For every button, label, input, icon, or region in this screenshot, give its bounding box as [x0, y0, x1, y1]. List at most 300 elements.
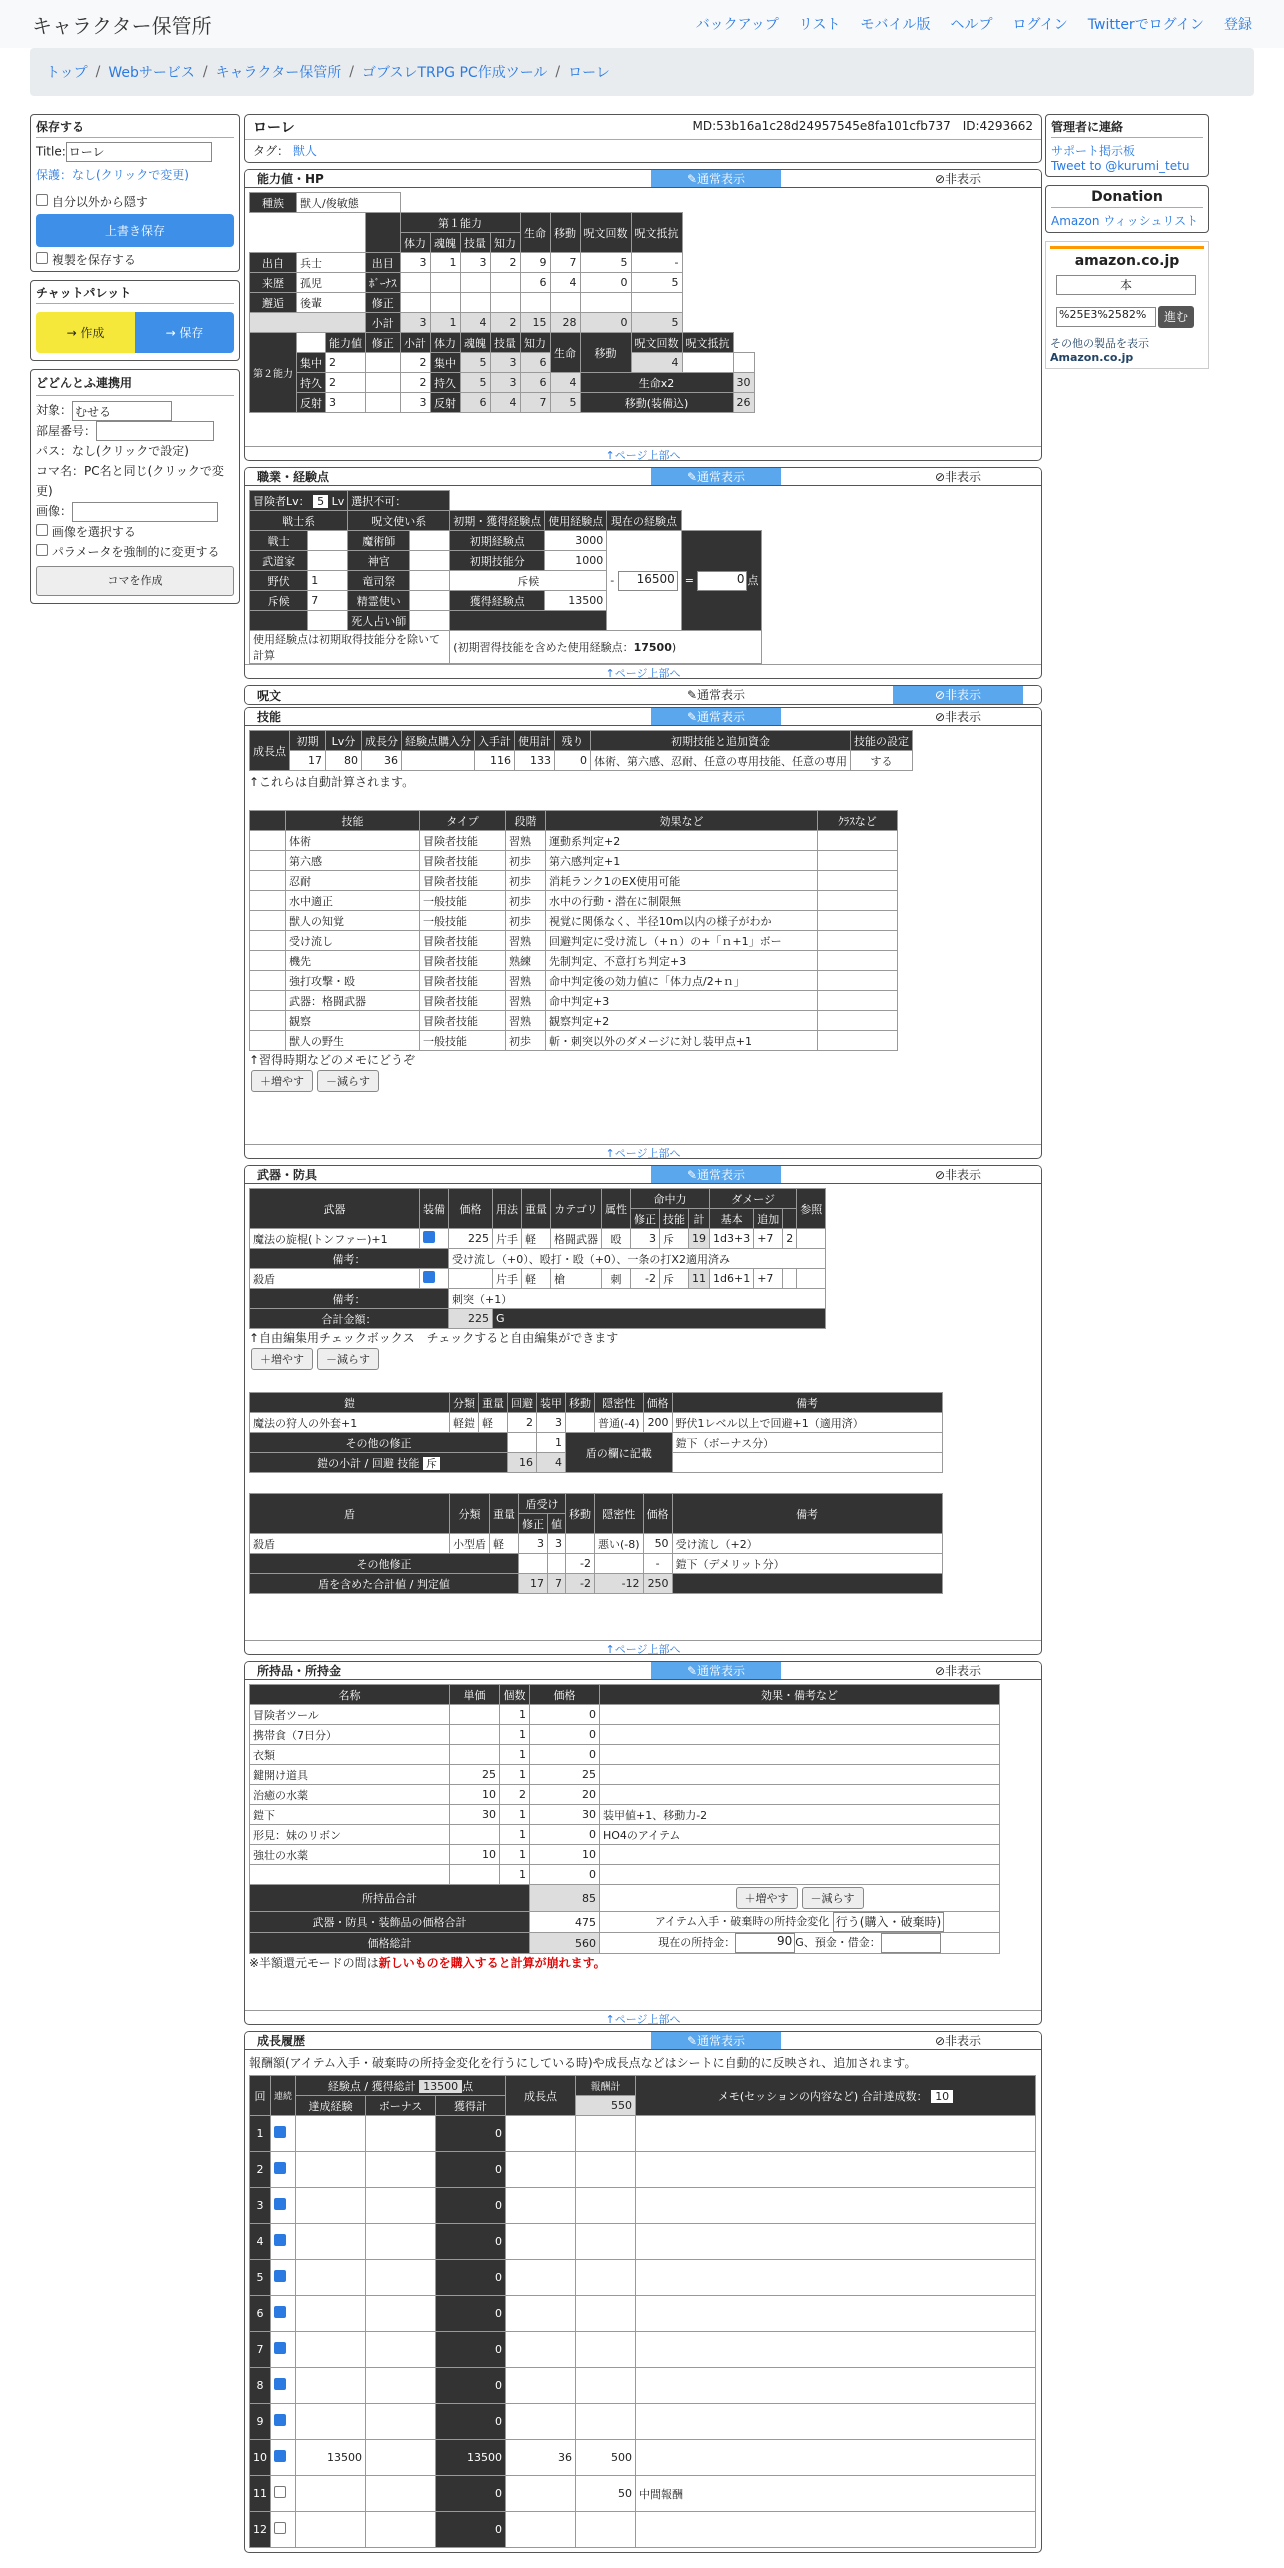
skill-name[interactable]: 機先 [286, 951, 420, 971]
equip-checkbox[interactable] [423, 1271, 435, 1283]
race-select[interactable]: 獣人/俊敏態 [297, 193, 401, 213]
stat-value[interactable]: 3 [460, 253, 490, 273]
weapon-price[interactable] [449, 1269, 493, 1289]
skill-class[interactable] [818, 891, 898, 911]
stat-value[interactable] [430, 293, 460, 313]
skill-effect[interactable]: 消耗ランク1のEX使用可能 [546, 871, 818, 891]
items-remove-button[interactable]: －減らす [802, 1887, 864, 1909]
item-name[interactable]: 治癒の水薬 [250, 1785, 450, 1805]
skill-rank[interactable]: 習熟 [506, 831, 546, 851]
shield-name[interactable]: 殺盾 [250, 1534, 450, 1554]
weapon-category[interactable]: 格闘武器 [551, 1229, 602, 1249]
skill-add-button[interactable]: ＋増やす [251, 1070, 313, 1092]
skill-type[interactable]: 冒険者技能 [420, 931, 506, 951]
origin-select[interactable]: 兵士 [297, 253, 366, 273]
nav-link[interactable]: Twitterでログイン [1087, 17, 1204, 33]
armor-weight[interactable]: 軽 [479, 1413, 508, 1433]
bonus-xp[interactable] [366, 2260, 436, 2296]
reward[interactable]: 50 [576, 2476, 636, 2512]
achieve-xp[interactable] [296, 2512, 366, 2548]
stat-value[interactable] [520, 293, 550, 313]
achieve-xp[interactable] [296, 2404, 366, 2440]
amazon-search-input[interactable]: %25E3%2582% [1056, 307, 1156, 327]
skill-effect[interactable]: 斬・刺突以外のダメージに対し装甲点+1 [546, 1031, 818, 1051]
stat-value[interactable]: 2 [490, 253, 520, 273]
skill-name[interactable]: 観察 [286, 1011, 420, 1031]
stat-value[interactable] [400, 293, 430, 313]
growth-hide-toggle[interactable]: ⊘非表示 [934, 2034, 982, 2048]
image-input[interactable] [72, 502, 218, 522]
pass-link[interactable]: パス：なし(クリックで設定) [36, 444, 189, 458]
skill-name[interactable]: 獣人の野生 [286, 1031, 420, 1051]
session-memo[interactable] [636, 2152, 1036, 2188]
stat-value[interactable]: 1 [430, 253, 460, 273]
item-count[interactable]: 1 [500, 1765, 530, 1785]
item-note[interactable] [600, 1725, 1000, 1745]
armor-note-under[interactable]: 鎧下（ボーナス分） [672, 1433, 942, 1453]
skill-name[interactable]: 水中適正 [286, 891, 420, 911]
item-count[interactable]: 1 [500, 1845, 530, 1865]
item-unit-price[interactable]: 25 [450, 1765, 500, 1785]
caster-level[interactable] [410, 591, 450, 611]
weapon-damage-add[interactable]: 2 [783, 1229, 797, 1249]
item-unit-price[interactable] [450, 1825, 500, 1845]
skill-name[interactable]: 獣人の知覚 [286, 911, 420, 931]
skill-hide-toggle[interactable]: ⊘非表示 [934, 710, 982, 724]
item-name[interactable]: 強壮の水薬 [250, 1845, 450, 1865]
warrior-level[interactable] [308, 611, 348, 631]
support-board-link[interactable]: サポート掲示板 [1051, 144, 1136, 158]
item-count[interactable]: 1 [500, 1705, 530, 1725]
growth-points[interactable] [506, 2152, 576, 2188]
items-hide-toggle[interactable]: ⊘非表示 [934, 1664, 982, 1678]
item-name[interactable]: 冒険者ツール [250, 1705, 450, 1725]
sub-ability-select[interactable]: 3 [326, 393, 366, 413]
session-memo[interactable] [636, 2368, 1036, 2404]
skill-class[interactable] [818, 871, 898, 891]
reward[interactable] [576, 2332, 636, 2368]
shield-other-move[interactable]: -2 [566, 1554, 595, 1574]
skill-effect[interactable]: 水中の行動・潜在に制限無 [546, 891, 818, 911]
achieve-xp[interactable] [296, 2368, 366, 2404]
stat-value[interactable]: 9 [520, 253, 550, 273]
continuous-checkbox[interactable] [274, 2378, 286, 2390]
skill-effect[interactable]: 視覚に関係なく、半径10m以内の様子がわか [546, 911, 818, 931]
ability-pagetop-link[interactable]: ↑ページ上部へ [245, 446, 1041, 460]
nav-link[interactable]: ログイン [1012, 17, 1068, 33]
stat-value[interactable] [490, 273, 520, 293]
bonus-xp[interactable] [366, 2188, 436, 2224]
item-note[interactable]: HO4のアイテム [600, 1825, 1000, 1845]
armor-armor[interactable]: 3 [537, 1413, 566, 1433]
spell-hide-toggle[interactable]: ⊘非表示 [893, 686, 1023, 704]
continuous-checkbox[interactable] [274, 2198, 286, 2210]
skill-rank[interactable]: 初歩 [506, 911, 546, 931]
bonus-xp[interactable] [366, 2404, 436, 2440]
session-memo[interactable] [636, 2512, 1036, 2548]
target-select[interactable]: むせる [72, 401, 172, 421]
skill-class[interactable] [818, 1031, 898, 1051]
session-memo[interactable] [636, 2404, 1036, 2440]
skill-class[interactable] [818, 951, 898, 971]
continuous-checkbox[interactable] [274, 2486, 286, 2498]
bonus-xp[interactable] [366, 2116, 436, 2152]
skill-name[interactable]: 忍耐 [286, 871, 420, 891]
reward[interactable] [576, 2260, 636, 2296]
skill-type[interactable]: 冒険者技能 [420, 831, 506, 851]
item-unit-price[interactable]: 30 [450, 1805, 500, 1825]
skill-class[interactable] [818, 911, 898, 931]
skill-name[interactable]: 強打攻撃・殴 [286, 971, 420, 991]
skill-type[interactable]: 冒険者技能 [420, 851, 506, 871]
skill-effect[interactable]: 先制判定、不意打ち判定+3 [546, 951, 818, 971]
skill-name[interactable]: 受け流し [286, 931, 420, 951]
skill-pagetop-link[interactable]: ↑ページ上部へ [245, 1144, 1041, 1158]
bonus-xp[interactable] [366, 2296, 436, 2332]
shield-other-note[interactable]: 鎧下（デメリット分） [672, 1554, 942, 1574]
stat-value[interactable] [631, 293, 682, 313]
tag-link[interactable]: 獣人 [292, 144, 317, 158]
session-memo[interactable] [636, 2296, 1036, 2332]
stat-value[interactable] [460, 293, 490, 313]
caster-level[interactable] [410, 531, 450, 551]
weapon-damage-add[interactable] [783, 1269, 797, 1289]
continuous-checkbox[interactable] [274, 2342, 286, 2354]
amazon-site-link[interactable]: Amazon.co.jp [1050, 351, 1134, 364]
reward[interactable] [576, 2188, 636, 2224]
bonus-xp[interactable] [366, 2476, 436, 2512]
skill-class[interactable] [818, 851, 898, 871]
weapon-name[interactable]: 魔法の旋棍(トンファー)+1 [250, 1229, 420, 1249]
growth-normal-toggle[interactable]: ✎通常表示 [651, 2032, 781, 2049]
growth-points[interactable] [506, 2512, 576, 2548]
shield-mod[interactable]: 3 [519, 1534, 548, 1554]
reward[interactable] [576, 2152, 636, 2188]
achieve-xp[interactable]: 13500 [296, 2440, 366, 2476]
stat-value[interactable]: 0 [580, 273, 631, 293]
growth-points[interactable] [506, 2476, 576, 2512]
job-hide-toggle[interactable]: ⊘非表示 [934, 470, 982, 484]
breadcrumb-item[interactable]: Webサービス [108, 65, 195, 81]
growth-points[interactable] [506, 2260, 576, 2296]
skill-type[interactable]: 一般技能 [420, 891, 506, 911]
xp-value[interactable]: 1000 [545, 551, 607, 571]
armor-note[interactable]: 野伏1レベル以上で回避+1（適用済） [672, 1413, 942, 1433]
tweet-link[interactable]: Tweet to @kurumi_tetu [1051, 159, 1190, 173]
skill-effect[interactable]: 運動系判定+2 [546, 831, 818, 851]
stat-value[interactable] [550, 293, 580, 313]
breadcrumb-item[interactable]: キャラクター保管所 [215, 65, 342, 81]
achieve-xp[interactable] [296, 2152, 366, 2188]
weapon-remove-button[interactable]: －減らす [317, 1348, 379, 1370]
growth-points[interactable] [506, 2368, 576, 2404]
chat-create-button[interactable]: → 作成 [36, 312, 135, 353]
armor-price[interactable]: 200 [643, 1413, 672, 1433]
continuous-checkbox[interactable] [274, 2270, 286, 2282]
stat-value[interactable]: 4 [550, 273, 580, 293]
growth-points[interactable]: 36 [506, 2440, 576, 2476]
reward[interactable]: 500 [576, 2440, 636, 2476]
skill-type[interactable]: 冒険者技能 [420, 951, 506, 971]
warrior-level[interactable] [308, 551, 348, 571]
shield-type[interactable]: 小型盾 [450, 1534, 490, 1554]
caster-level[interactable] [410, 571, 450, 591]
nav-link[interactable]: ヘルプ [950, 17, 993, 33]
weapon-note[interactable]: 刺突（+1） [449, 1289, 826, 1309]
weapon-hit-skill[interactable]: 斥 [660, 1229, 689, 1249]
bonus-xp[interactable] [366, 2152, 436, 2188]
hide-checkbox[interactable] [36, 194, 48, 206]
weapon-normal-toggle[interactable]: ✎通常表示 [651, 1166, 781, 1183]
sub-ability-mod[interactable] [366, 393, 401, 413]
items-add-button[interactable]: ＋増やす [736, 1887, 798, 1909]
item-note[interactable] [600, 1865, 1000, 1885]
stat-value[interactable] [460, 273, 490, 293]
caster-level[interactable] [410, 611, 450, 631]
item-count[interactable]: 1 [500, 1865, 530, 1885]
sub-ability-select[interactable]: 2 [326, 373, 366, 393]
armor-evasion[interactable]: 2 [508, 1413, 537, 1433]
equip-checkbox[interactable] [423, 1231, 435, 1243]
continuous-checkbox[interactable] [274, 2162, 286, 2174]
shield-stealth[interactable]: 悪い(-8) [595, 1534, 644, 1554]
skill-effect[interactable]: 第六感判定+1 [546, 851, 818, 871]
shield-weight[interactable]: 軽 [490, 1534, 519, 1554]
origin-select[interactable]: 後輩 [297, 293, 366, 313]
stat-value[interactable]: 5 [580, 253, 631, 273]
warrior-level[interactable] [308, 531, 348, 551]
armor-name[interactable]: 魔法の狩人の外套+1 [250, 1413, 450, 1433]
item-unit-price[interactable]: 10 [450, 1845, 500, 1865]
nav-link[interactable]: 登録 [1224, 17, 1252, 33]
stat-value[interactable] [490, 293, 520, 313]
reward[interactable] [576, 2116, 636, 2152]
skill-rank[interactable]: 習熟 [506, 1011, 546, 1031]
warrior-level[interactable]: 1 [308, 571, 348, 591]
continuous-checkbox[interactable] [274, 2126, 286, 2138]
item-note[interactable] [600, 1745, 1000, 1765]
achieve-xp[interactable] [296, 2188, 366, 2224]
weapon-hide-toggle[interactable]: ⊘非表示 [934, 1168, 982, 1182]
item-unit-price[interactable] [450, 1725, 500, 1745]
achieve-xp[interactable] [296, 2332, 366, 2368]
items-normal-toggle[interactable]: ✎通常表示 [651, 1662, 781, 1679]
item-count[interactable]: 2 [500, 1785, 530, 1805]
continuous-checkbox[interactable] [274, 2414, 286, 2426]
skill-class[interactable] [818, 831, 898, 851]
nav-link[interactable]: リスト [798, 17, 841, 33]
reward[interactable] [576, 2404, 636, 2440]
deposit-input[interactable] [881, 1933, 941, 1953]
xp-value[interactable]: 13500 [545, 591, 607, 611]
skill-class[interactable] [818, 991, 898, 1011]
stat-value[interactable]: 7 [550, 253, 580, 273]
session-memo[interactable] [636, 2440, 1036, 2476]
achieve-xp[interactable] [296, 2476, 366, 2512]
item-note[interactable] [600, 1705, 1000, 1725]
item-name[interactable]: 衣類 [250, 1745, 450, 1765]
adventurer-level-value[interactable]: 5 [313, 495, 328, 508]
job-normal-toggle[interactable]: ✎通常表示 [651, 468, 781, 485]
skill-effect[interactable]: 命中判定後の効力値に「体力点/2+ｎ」 [546, 971, 818, 991]
shield-price[interactable]: 50 [643, 1534, 672, 1554]
session-memo[interactable] [636, 2260, 1036, 2296]
bonus-xp[interactable] [366, 2512, 436, 2548]
skill-type[interactable]: 冒険者技能 [420, 871, 506, 891]
stat-value[interactable]: 6 [520, 273, 550, 293]
continuous-checkbox[interactable] [274, 2522, 286, 2534]
skill-rank[interactable]: 習熟 [506, 991, 546, 1011]
growth-points[interactable] [506, 2116, 576, 2152]
armor-other-value[interactable]: 1 [537, 1433, 566, 1453]
armor-type[interactable]: 軽鎧 [450, 1413, 479, 1433]
weapon-name[interactable]: 殺盾 [250, 1269, 420, 1289]
session-memo[interactable] [636, 2116, 1036, 2152]
growth-points[interactable] [506, 2332, 576, 2368]
warrior-level[interactable]: 7 [308, 591, 348, 611]
job-pagetop-link[interactable]: ↑ページ上部へ [245, 664, 1041, 678]
skill-rank[interactable]: 初歩 [506, 871, 546, 891]
reward[interactable] [576, 2296, 636, 2332]
item-name[interactable]: 携帯食（7日分） [250, 1725, 450, 1745]
skill-remove-button[interactable]: －減らす [317, 1070, 379, 1092]
reward[interactable] [576, 2368, 636, 2404]
item-count[interactable]: 1 [500, 1745, 530, 1765]
bonus-xp[interactable] [366, 2440, 436, 2476]
reward[interactable] [576, 2512, 636, 2548]
item-note[interactable] [600, 1845, 1000, 1865]
caster-level[interactable] [410, 551, 450, 571]
skill-type[interactable]: 冒険者技能 [420, 971, 506, 991]
skill-type[interactable]: 一般技能 [420, 911, 506, 931]
item-count[interactable]: 1 [500, 1805, 530, 1825]
stat-value[interactable]: 3 [400, 253, 430, 273]
amazon-go-button[interactable]: 進む [1158, 306, 1194, 328]
skill-effect[interactable]: 命中判定+3 [546, 991, 818, 1011]
overwrite-save-button[interactable]: 上書き保存 [36, 214, 234, 247]
achieve-xp[interactable] [296, 2260, 366, 2296]
weapon-weight[interactable]: 軽 [522, 1229, 551, 1249]
session-memo[interactable]: 中間報酬 [636, 2476, 1036, 2512]
stat-value[interactable]: 5 [631, 273, 682, 293]
sub-ability-select[interactable]: 2 [326, 353, 366, 373]
weapon-note[interactable]: 受け流し（+0）、殴打・殴（+0）、一条の打X2適用済み [449, 1249, 826, 1269]
bonus-xp[interactable] [366, 2368, 436, 2404]
amazon-other-link[interactable]: その他の製品を表示 [1050, 337, 1149, 350]
session-memo[interactable] [636, 2332, 1036, 2368]
duplicate-checkbox[interactable] [36, 252, 48, 264]
skill-type[interactable]: 一般技能 [420, 1031, 506, 1051]
skill-rank[interactable]: 習熟 [506, 971, 546, 991]
stat-value[interactable] [430, 273, 460, 293]
money-change-select[interactable]: 行う(購入・破棄時) [833, 1912, 944, 1932]
weapon-hit-skill[interactable]: 斥 [660, 1269, 689, 1289]
item-name[interactable] [250, 1865, 450, 1885]
item-unit-price[interactable] [450, 1745, 500, 1765]
continuous-checkbox[interactable] [274, 2306, 286, 2318]
force-params-checkbox[interactable] [36, 544, 48, 556]
session-memo[interactable] [636, 2224, 1036, 2260]
armor-stealth[interactable]: 普通(-4) [595, 1413, 644, 1433]
items-pagetop-link[interactable]: ↑ページ上部へ [245, 2010, 1041, 2024]
bonus-xp[interactable] [366, 2224, 436, 2260]
skill-class[interactable] [818, 931, 898, 951]
item-note[interactable] [600, 1765, 1000, 1785]
weapon-category[interactable]: 槍 [551, 1269, 602, 1289]
skill-name[interactable]: 体術 [286, 831, 420, 851]
item-count[interactable]: 1 [500, 1725, 530, 1745]
sub-ability-mod[interactable] [366, 373, 401, 393]
brand-title[interactable]: キャラクター保管所 [32, 13, 212, 38]
protect-link[interactable]: 保護：なし(クリックで変更) [36, 168, 189, 182]
achieve-xp[interactable] [296, 2116, 366, 2152]
skill-type[interactable]: 冒険者技能 [420, 991, 506, 1011]
nav-link[interactable]: バックアップ [695, 17, 779, 33]
xp-value[interactable]: 3000 [545, 531, 607, 551]
growth-points[interactable] [506, 2404, 576, 2440]
continuous-checkbox[interactable] [274, 2450, 286, 2462]
growth-points[interactable] [506, 2296, 576, 2332]
koma-link[interactable]: コマ名：PC名と同じ(クリックで変更) [36, 464, 224, 498]
chat-save-button[interactable]: → 保存 [135, 312, 234, 353]
weapon-pagetop-link[interactable]: ↑ページ上部へ [245, 1640, 1041, 1654]
skill-effect[interactable]: 観察判定+2 [546, 1011, 818, 1031]
shield-note[interactable]: 受け流し（+2） [672, 1534, 942, 1554]
weapon-price[interactable]: 225 [449, 1229, 493, 1249]
ability-hide-toggle[interactable]: ⊘非表示 [934, 172, 982, 186]
skill-name[interactable]: 武器：格闘武器 [286, 991, 420, 1011]
spell-normal-toggle[interactable]: ✎通常表示 [686, 688, 746, 702]
achieve-xp[interactable] [296, 2296, 366, 2332]
money-input[interactable]: 90 [735, 1933, 795, 1953]
stat-value[interactable] [580, 293, 631, 313]
weapon-add-button[interactable]: ＋増やす [251, 1348, 313, 1370]
session-memo[interactable] [636, 2188, 1036, 2224]
skill-rank[interactable]: 初歩 [506, 891, 546, 911]
skill-normal-toggle[interactable]: ✎通常表示 [651, 708, 781, 725]
item-unit-price[interactable] [450, 1705, 500, 1725]
skill-class[interactable] [818, 971, 898, 991]
growth-points[interactable] [506, 2224, 576, 2260]
stat-value[interactable]: - [631, 253, 682, 273]
skill-rank[interactable]: 初歩 [506, 851, 546, 871]
breadcrumb-item[interactable]: ゴブスレTRPG PC作成ツール [362, 65, 548, 81]
growth-value[interactable] [402, 751, 475, 771]
item-note[interactable] [600, 1785, 1000, 1805]
origin-select[interactable]: 孤児 [297, 273, 366, 293]
wishlist-link[interactable]: Amazon ウィッシュリスト [1051, 214, 1199, 228]
skill-rank[interactable]: 熟練 [506, 951, 546, 971]
shield-value[interactable]: 3 [548, 1534, 566, 1554]
skill-type[interactable]: 冒険者技能 [420, 1011, 506, 1031]
create-koma-button[interactable]: コマを作成 [36, 566, 234, 596]
nav-link[interactable]: モバイル版 [860, 17, 931, 33]
bonus-xp[interactable] [366, 2332, 436, 2368]
select-image-checkbox[interactable] [36, 524, 48, 536]
item-unit-price[interactable]: 10 [450, 1785, 500, 1805]
achieve-xp[interactable] [296, 2224, 366, 2260]
sub-ability-mod[interactable] [366, 353, 401, 373]
reward[interactable] [576, 2224, 636, 2260]
item-name[interactable]: 鍵開け道具 [250, 1765, 450, 1785]
skill-class[interactable] [818, 1011, 898, 1031]
skill-rank[interactable]: 習熟 [506, 931, 546, 951]
continuous-checkbox[interactable] [274, 2234, 286, 2246]
item-count[interactable]: 1 [500, 1825, 530, 1845]
skill-effect[interactable]: 回避判定に受け流し（+ｎ）の+「ｎ+1」ボー [546, 931, 818, 951]
amazon-category-select[interactable]: 本 [1056, 275, 1196, 295]
item-name[interactable]: 形見：妹のリボン [250, 1825, 450, 1845]
